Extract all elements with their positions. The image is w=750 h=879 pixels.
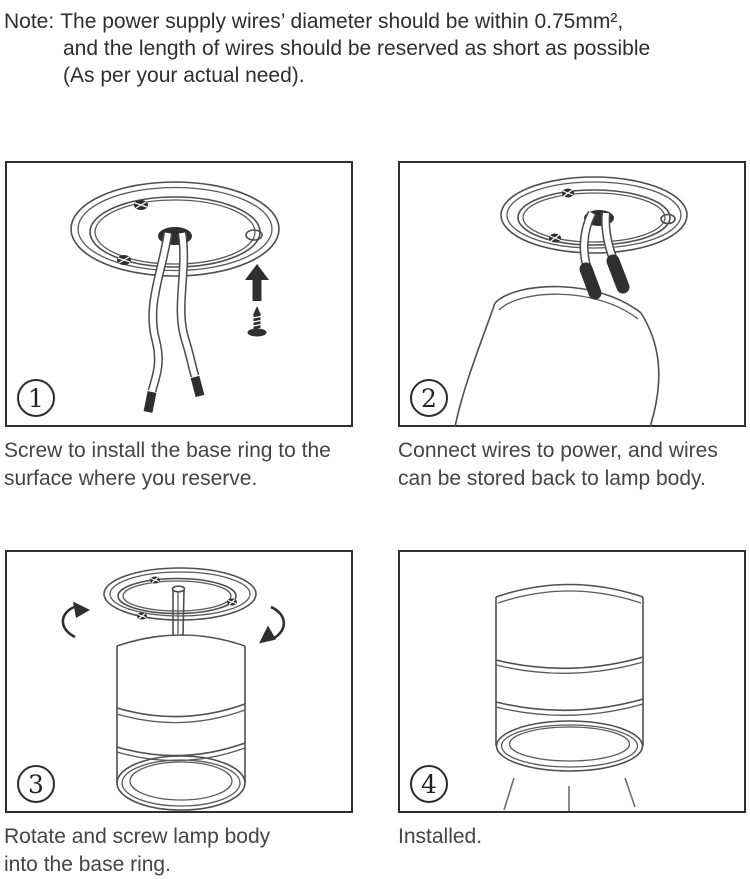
lamp-body-drawing [455,287,659,427]
screw-head-icon [562,189,574,198]
step-1-illustration [5,161,353,427]
step-3-panel [5,550,353,813]
screw-head-icon [117,255,131,265]
screw-head-icon [137,613,147,620]
step-4-caption [398,823,750,851]
wire-connector [613,261,623,287]
screw-head-icon [134,200,148,210]
step-2-caption [398,437,750,493]
installed-lamp-drawing [496,585,643,772]
base-ring-drawing [104,568,256,620]
arrow-up-icon [245,264,269,301]
caption-line: Screw to install the base ring to the [4,439,331,462]
step-number-badge [17,379,55,417]
step-1-caption [4,437,356,493]
caption-line: Rotate and screw lamp body [4,825,271,848]
step-4-panel [398,550,746,813]
caption-line: Connect wires to power, and wires [398,439,718,462]
step-number-badge [17,765,55,803]
note-line [4,8,744,35]
step-3-caption [4,823,356,879]
screw-icon [248,306,267,337]
light-rays [504,778,635,811]
note-text [4,8,744,89]
power-wires-drawing [148,233,200,412]
step-number-badge [410,765,448,803]
step-2-illustration [398,161,746,427]
screw-head-icon [549,234,561,243]
rotate-arrow-icon [63,602,90,638]
caption-line: can be stored back to lamp body. [398,467,706,490]
note-label: Note: [4,10,55,33]
caption-line: into the base ring. [4,853,171,876]
note-line-3: (As per your actual need). [63,64,305,87]
screw-head-icon [150,577,160,584]
step-4-illustration [398,550,746,813]
lamp-body-drawing [117,635,245,810]
step-number: 3 [28,769,44,799]
mount-hole [661,215,675,224]
note-line-2: and the length of wires should be reserved as short as possible [63,37,651,60]
screw-head-icon [227,599,237,606]
step-number-badge [410,379,448,417]
step-number: 2 [421,383,437,413]
step-2-panel [398,161,746,427]
step-3-illustration [5,550,353,813]
note-line-1: The power supply wires’ diameter should be within 0.75mm², [60,10,624,33]
step-number: 4 [421,769,437,799]
base-ring-drawing [71,182,279,276]
caption-line: Installed. [398,825,483,848]
rotate-arrow-icon [259,607,284,644]
step-number: 1 [28,383,44,413]
wire-connector [586,269,595,293]
step-1-panel [5,161,353,427]
caption-line: surface where you reserve. [4,467,258,490]
